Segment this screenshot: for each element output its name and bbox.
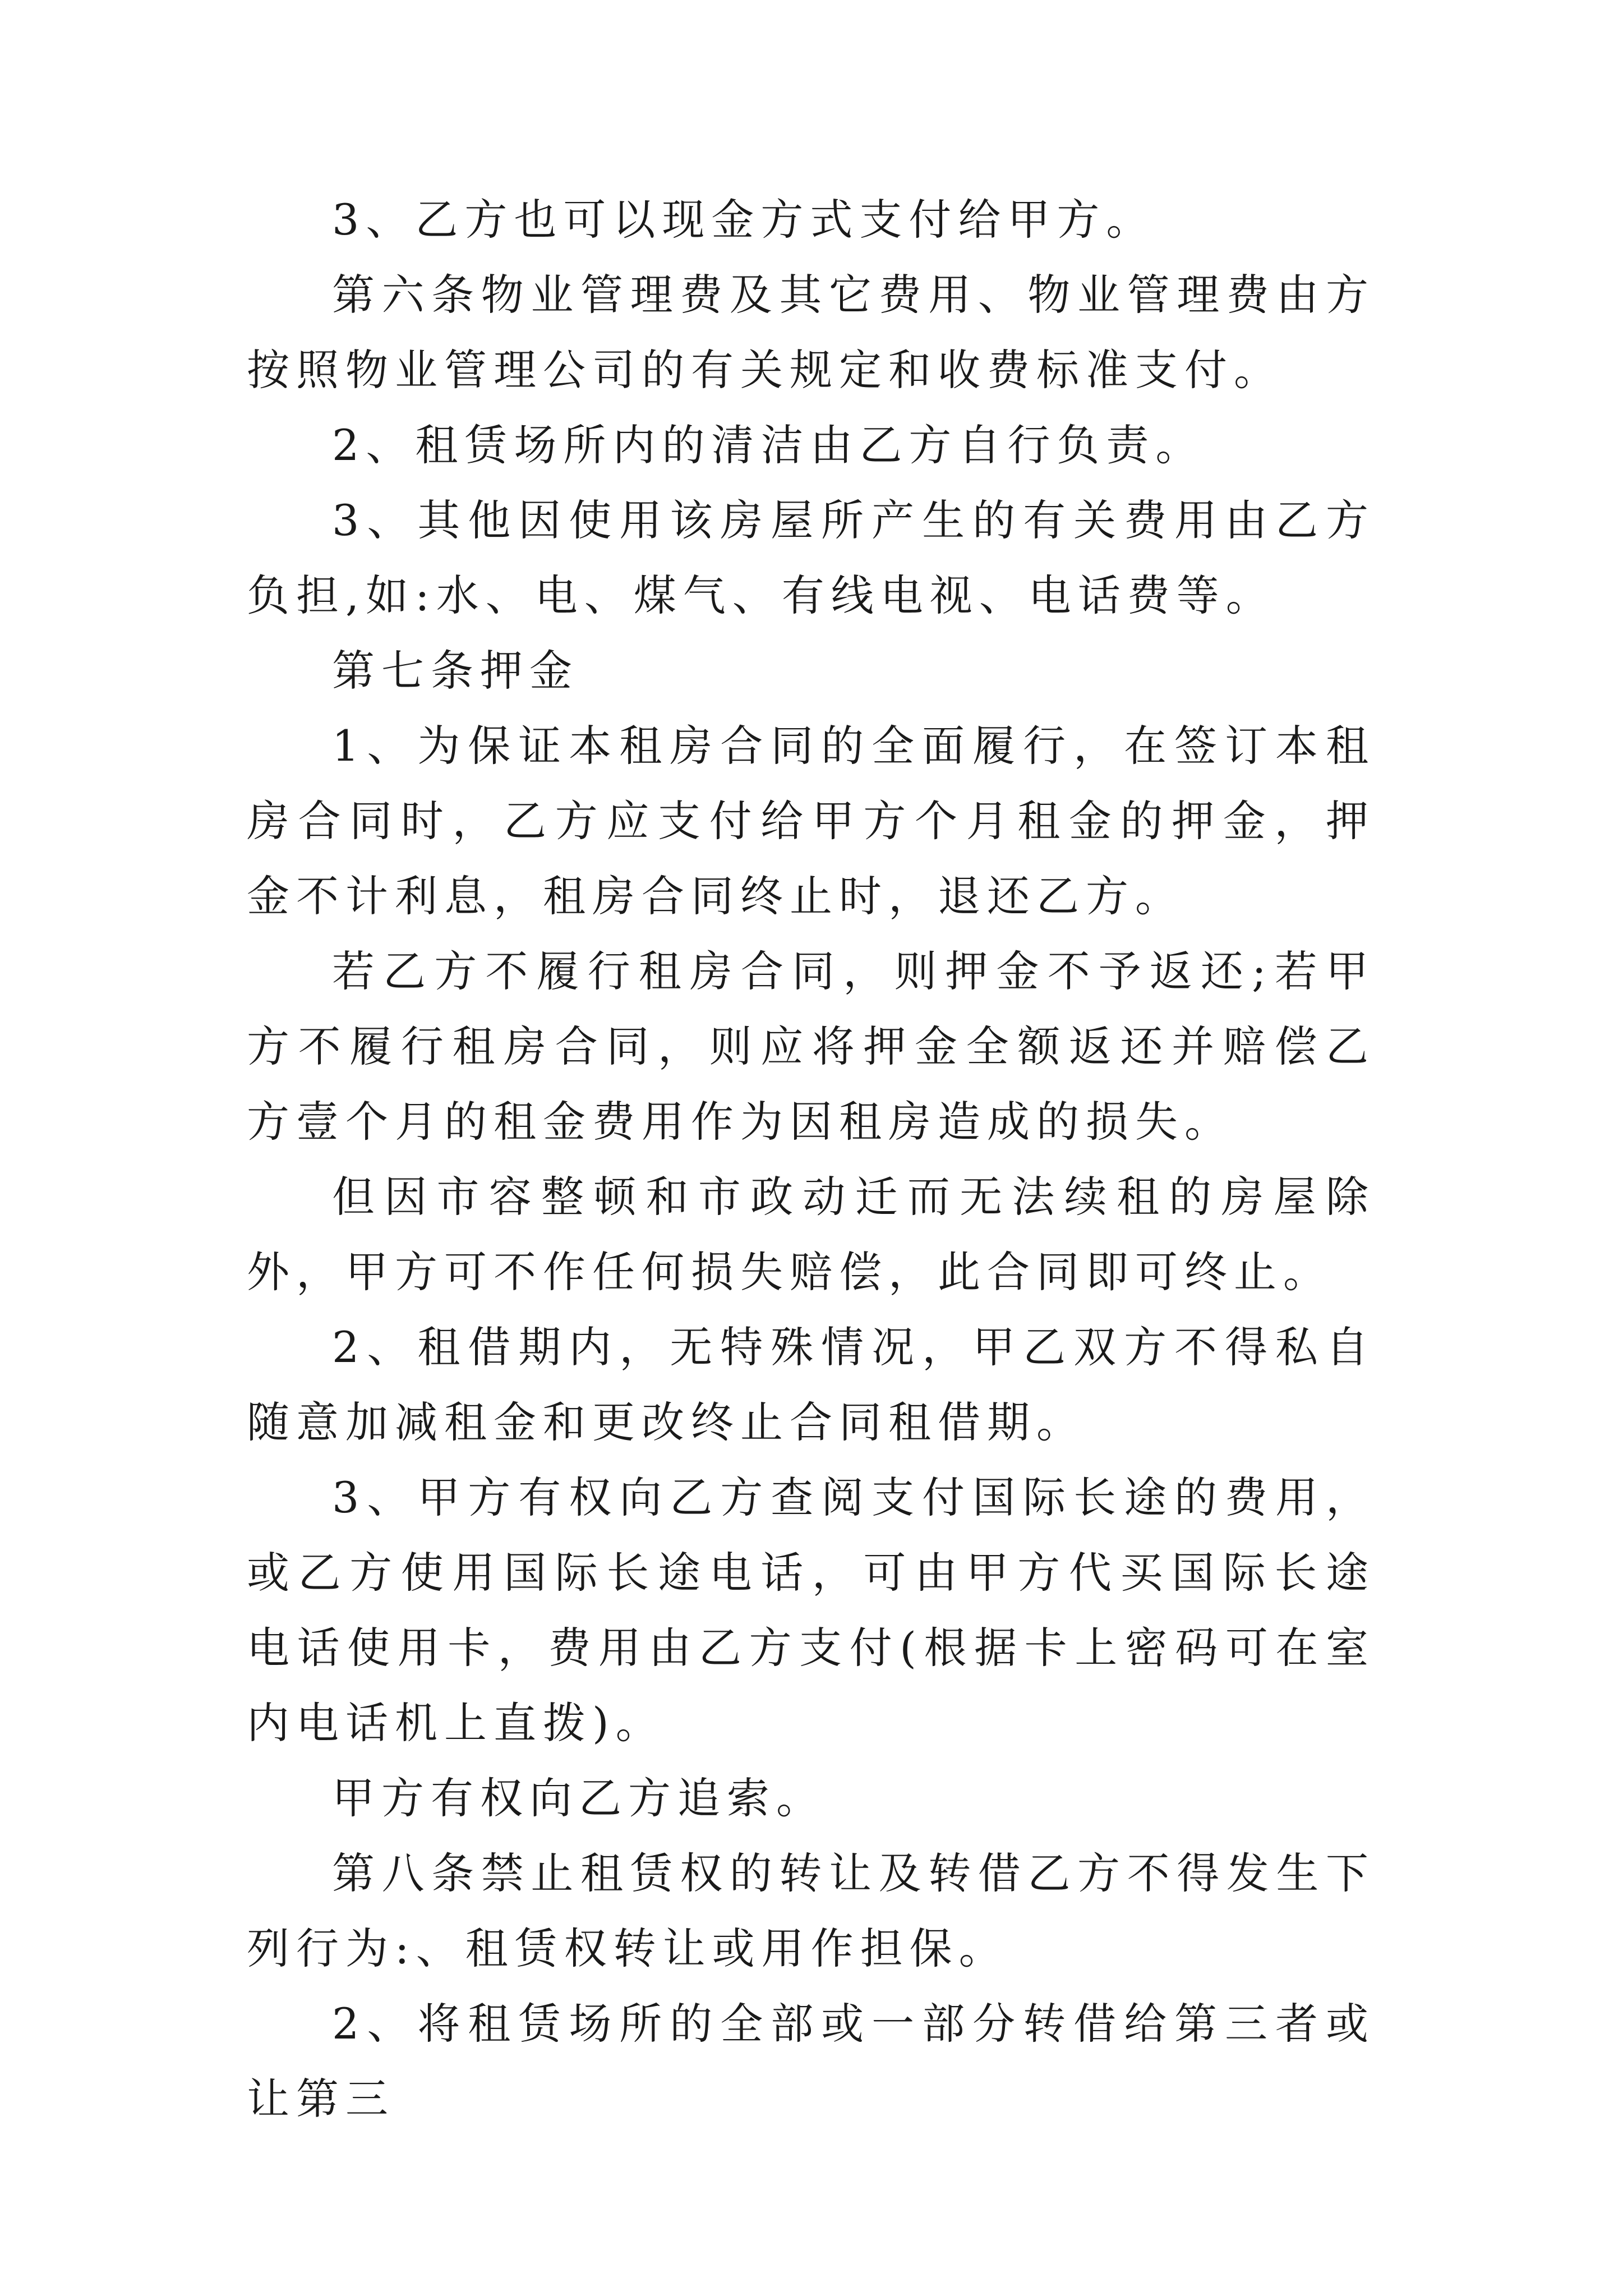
paragraph-deposit-1: 1、为保证本租房合同的全面履行，在签订本租房合同时，乙方应支付给甲方个月租金的押金，押金不计利息，租房合同终止时，退还乙方。 [247,721,1375,921]
paragraph-other-fees: 3、其他因使用该房屋所产生的有关费用由乙方负担,如:水、电、煤气、有线电视、电话费等。 [247,495,1375,620]
paragraph-article-6: 第六条物业管理费及其它费用、物业管理费由方按照物业管理公司的有关规定和收费标准支付。 [247,270,1375,395]
paragraph-rent-change: 2、租借期内，无特殊情况，甲乙双方不得私自随意加减租金和更改终止合同租借期。 [247,1322,1375,1447]
paragraph-cleaning: 2、租赁场所内的清洁由乙方自行负责。 [332,420,1205,470]
paragraph-recourse: 甲方有权向乙方追索。 [332,1773,826,1823]
paragraph-payment-cash: 3、乙方也可以现金方式支付给甲方。 [332,195,1156,245]
paragraph-sublet: 2、将租赁场所的全部或一部分转借给第三者或让第三 [247,1999,1375,2124]
document-body [247,182,1375,2137]
paragraph-deposit-exception: 但因市容整顿和市政动迁而无法续租的房屋除外，甲方可不作任何损失赔偿，此合同即可终止。 [247,1172,1375,1297]
paragraph-article-7-heading: 第七条押金 [332,646,579,696]
paragraph-article-8: 第八条禁止租赁权的转让及转借乙方不得发生下列行为:、租赁权转让或用作担保。 [247,1848,1375,1973]
paragraph-deposit-breach: 若乙方不履行租房合同，则押金不予返还;若甲方不履行租房合同，则应将押金全额返还并赔偿乙方壹个月的租金费用作为因租房造成的损失。 [247,946,1375,1147]
paragraph-international-calls: 3、甲方有权向乙方查阅支付国际长途的费用，或乙方使用国际长途电话，可由甲方代买国际长途电话使用卡，费用由乙方支付(根据卡上密码可在室内电话机上直拨)。 [247,1473,1375,1748]
